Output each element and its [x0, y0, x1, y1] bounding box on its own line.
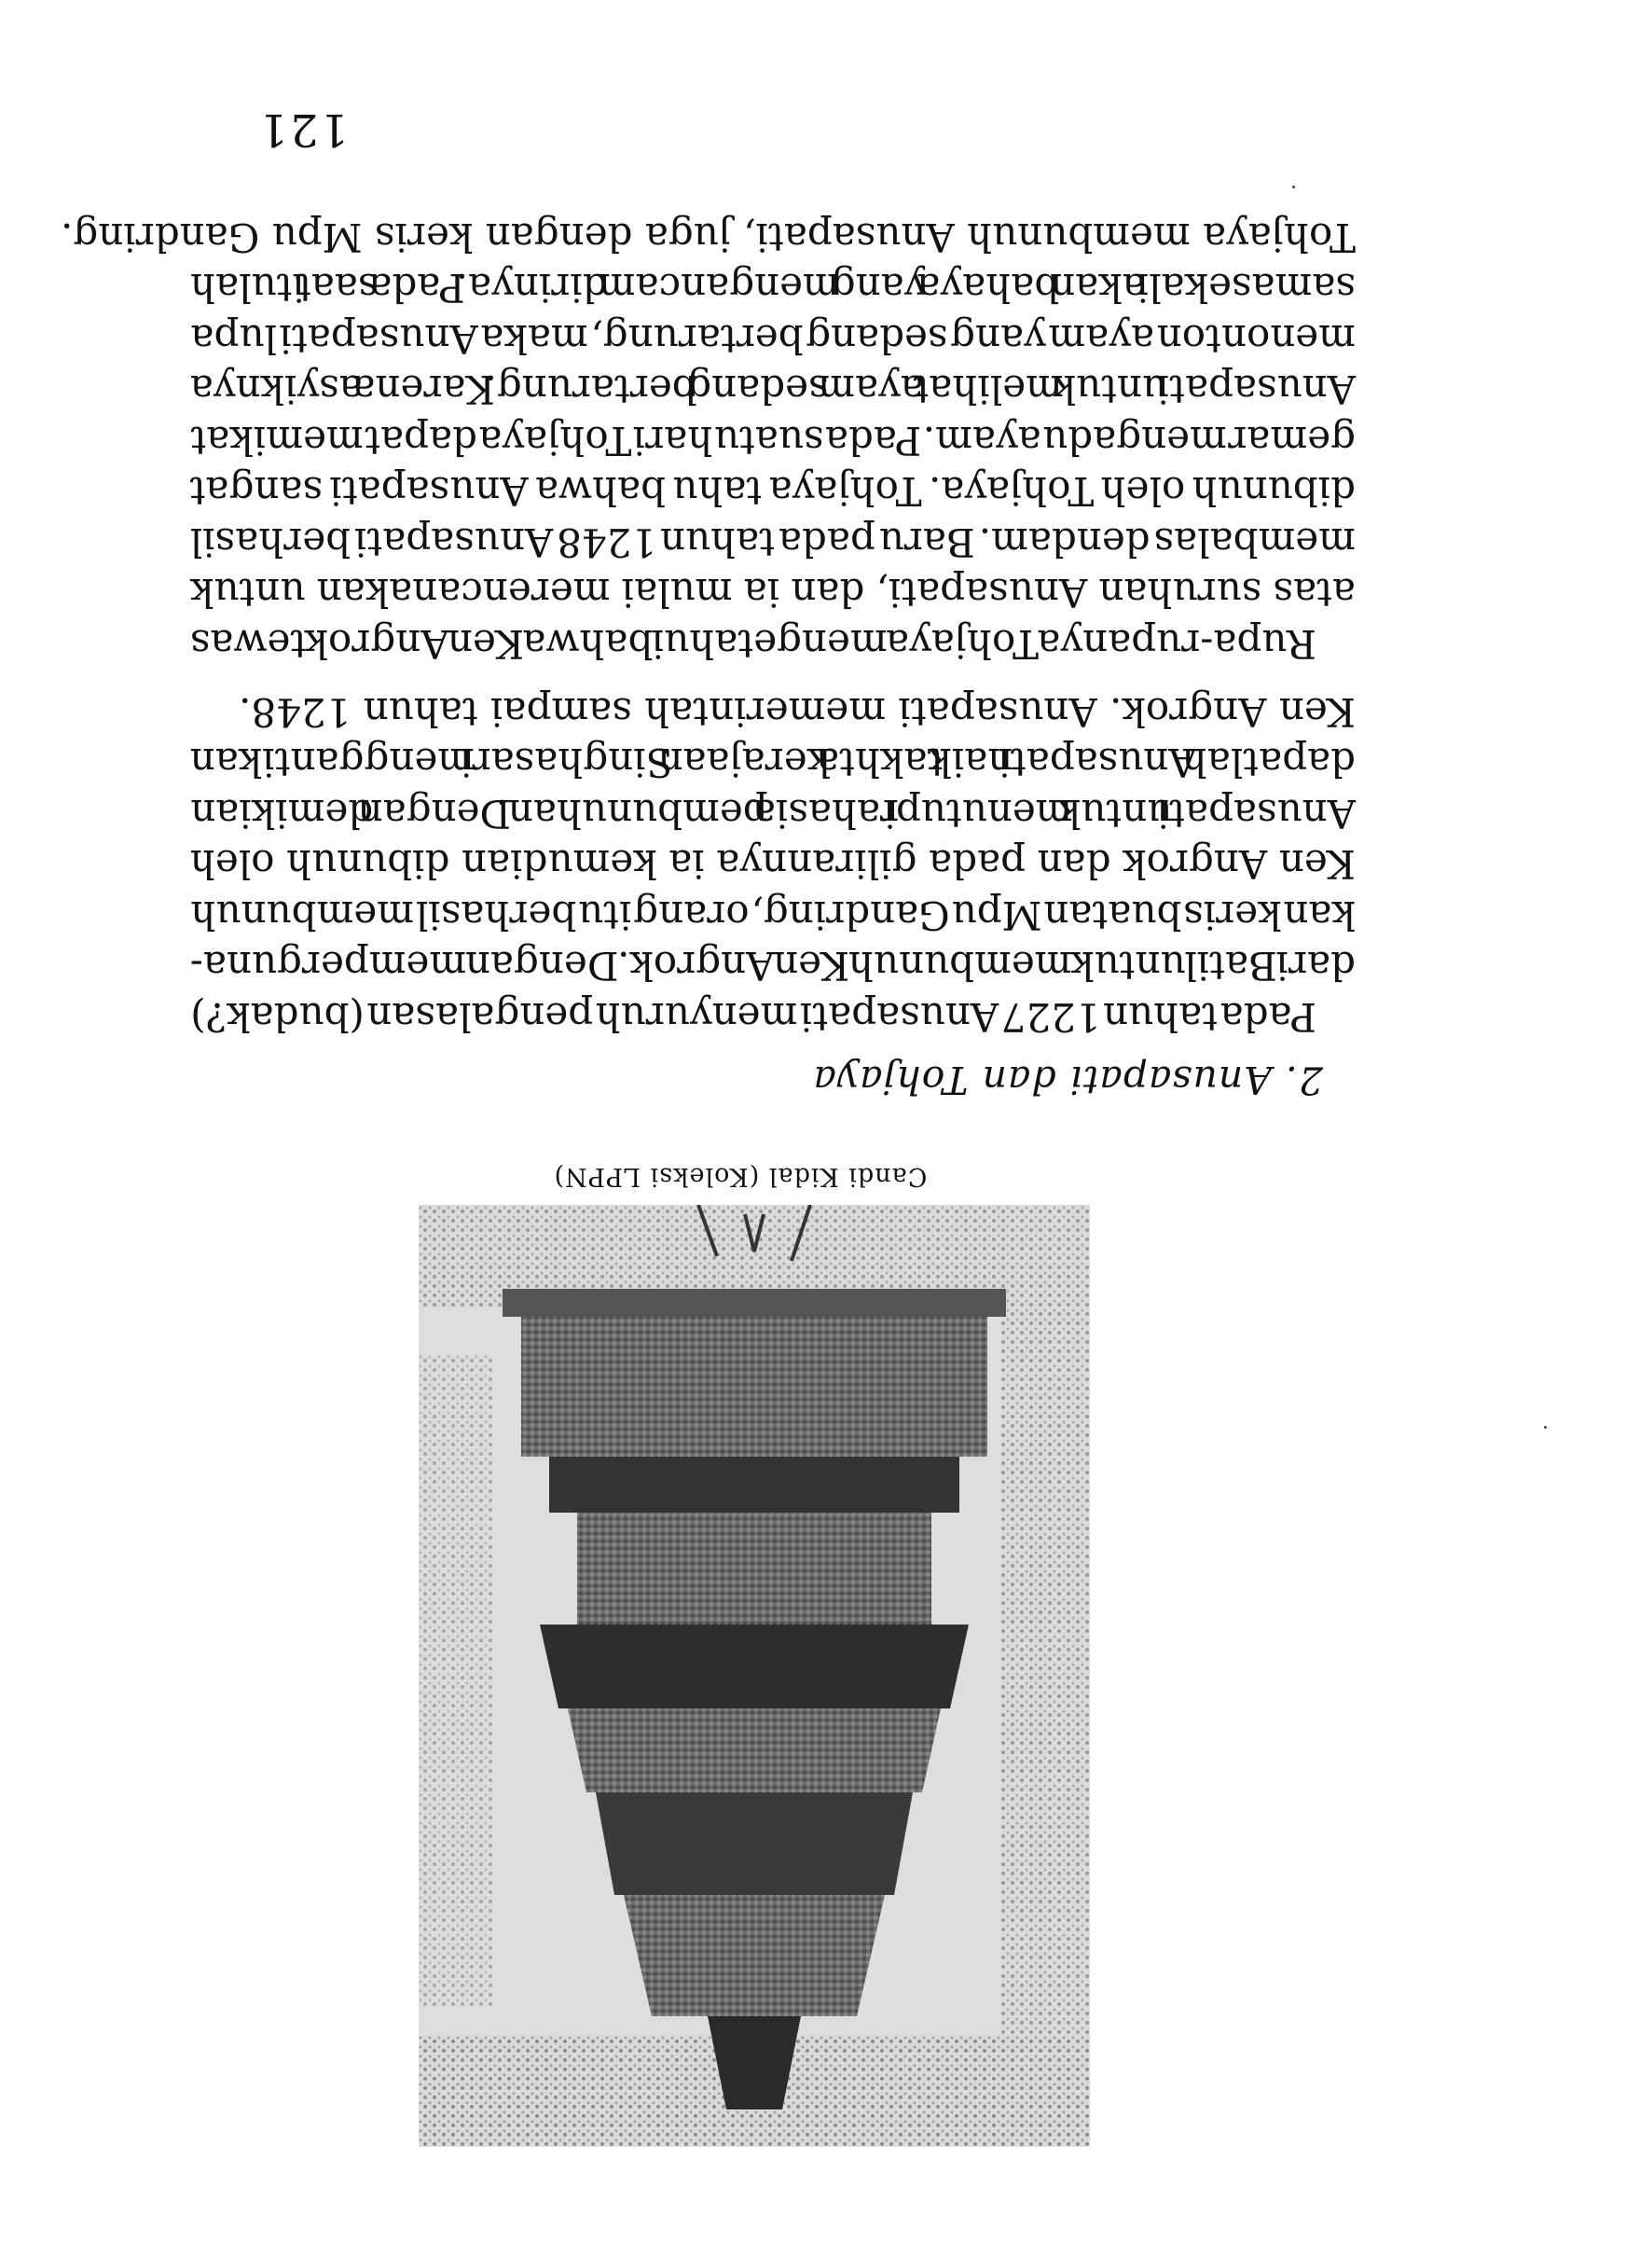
paragraph-line: menonton ayam yang sedang bertarung, maka Anusapati lupa: [190, 316, 1356, 362]
paragraph-line: dibunuh oleh Tohjaya. Tohjaya tahu bahwa Anusapati sangat: [189, 468, 1356, 515]
paragraph-line: Ken Angrok. Anusapati memerintah sampai tahun 1248.: [239, 689, 1356, 735]
figure-caption: Candi Kidal (Koleksi LPPN): [553, 1162, 928, 1191]
paragraph-line: atas suruhan Anusapati, dan ia mulai merencanakan untuk: [189, 570, 1356, 616]
page-number: 121: [257, 104, 349, 156]
paragraph-line: Anusapati untuk menutupi rahasia pembunuhan. Dengan demikian: [190, 791, 1356, 837]
paragraph-line: Tohjaya membunuh Anusapati, juga dengan keris Mpu Gandring.: [61, 214, 1356, 260]
paragraph-line: Ken Angrok dan pada gilirannya ia kemudian dibunuh oleh: [189, 841, 1356, 888]
paragraph-line: Rupa-rupanya Tohjaya mengetahui bahwa Ken Angrok tewas: [189, 621, 1316, 667]
paragraph-line: kan keris buatan Mpu Gandring, orang itu berhasil membunuh: [190, 892, 1356, 938]
paragraph-line: dapatlah Anusapati naik takhta kerajaan Singhasari menggantikan: [189, 740, 1356, 786]
paragraph-line: gemar mengadu ayam. Pada suatu hari Tohjaya dapat memikat: [190, 418, 1356, 463]
paragraph-line: samasekali akan bahaya yang mengancam dirinya. Pada saat itulah: [190, 265, 1356, 311]
paragraph-line: Pada tahun 1227 Anusapati menyuruh pengalasan (budak?): [190, 994, 1316, 1040]
paragraph-2: [61, 212, 1356, 670]
paragraph-line: membalas dendam. Baru pada tahun 1248 Anusapati berhasil: [189, 519, 1356, 565]
paragraph-line: dari Batil untuk membunuh Ken Angrok. Dengan memperguna-: [189, 943, 1356, 989]
section-title: 2. Anusapati dan Tohjaya: [812, 1058, 1323, 1102]
paragraph-line: Anusapati untuk melihat ayam sedang bertarung. Karena asyiknya: [189, 366, 1356, 413]
scan-speck: [1544, 1426, 1547, 1429]
temple-photo-icon: [419, 1205, 1090, 2147]
scan-speck: [1292, 186, 1295, 188]
paragraph-1: [190, 686, 1356, 1043]
